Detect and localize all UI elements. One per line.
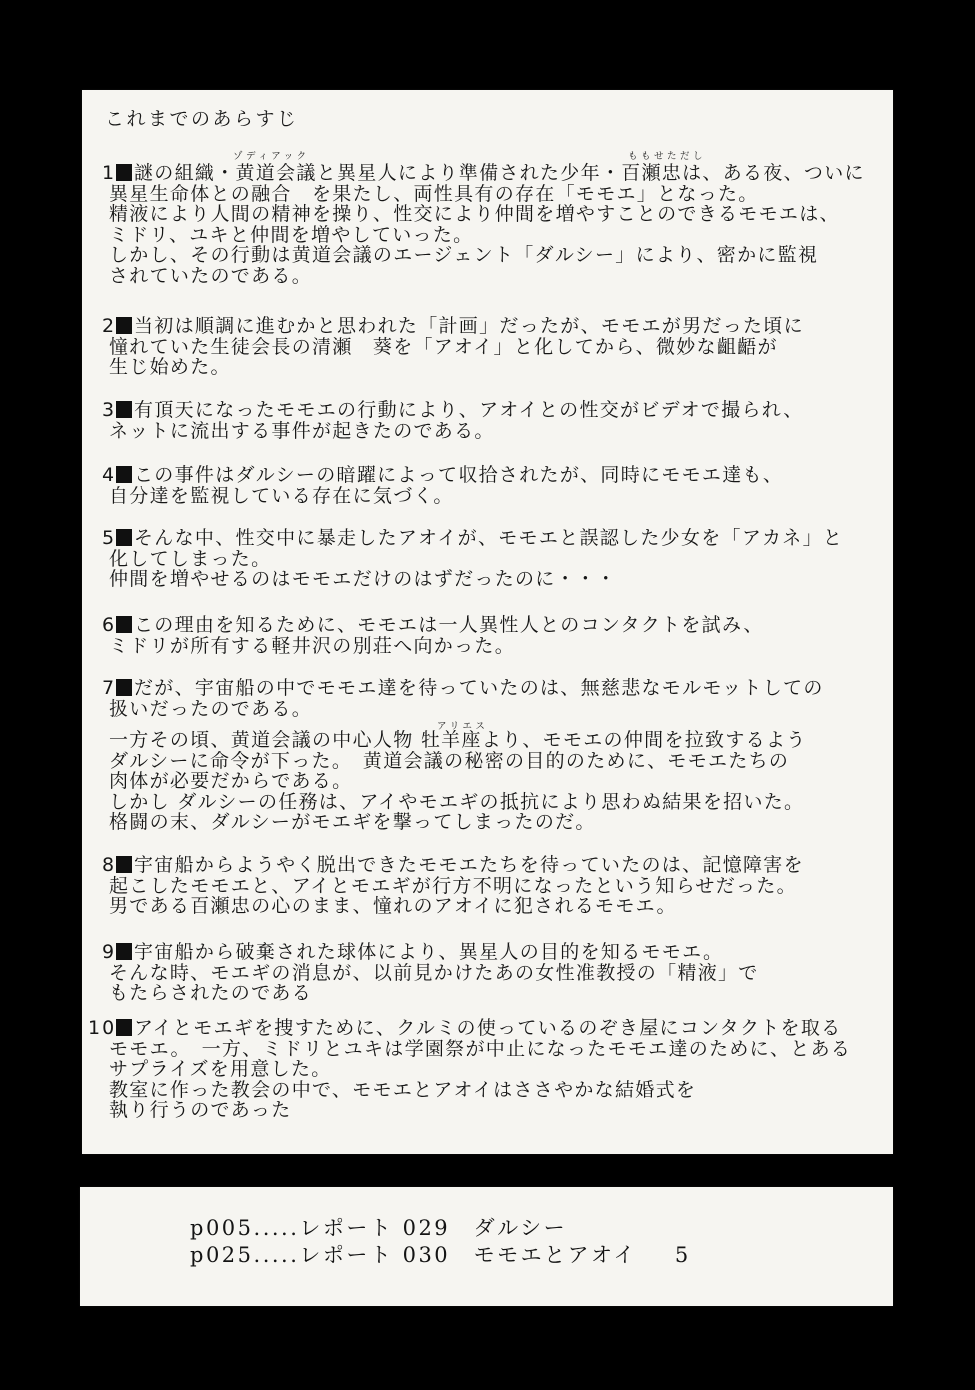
section-text: この事件はダルシーの暗躍によって収拾されたが、同時にモモエ達も、 — [134, 464, 784, 486]
section-line: しかし、その行動は黄道会議のエージェント「ダルシー」により、密かに監視 — [109, 244, 819, 266]
section-text: 謎の組織・黄道会議と異星人により準備された少年・百瀬忠は、ある夜、ついに — [134, 162, 865, 184]
section-line: 憧れていた生徒会長の清瀬 葵を「アオイ」と化してから、微妙な齟齬が — [109, 335, 778, 358]
section-line: 肉体が必要だからである。 — [109, 770, 353, 792]
section-line: 執り行うのであった — [109, 1099, 292, 1121]
section-number: 6 — [102, 614, 115, 636]
section-text: そんな中、性交中に暴走したアオイが、モモエと誤認した少女を「アカネ」と — [134, 527, 844, 549]
section-line — [82, 465, 893, 486]
section-number: 8 — [102, 854, 115, 876]
synopsis-section-3 — [82, 400, 893, 441]
synopsis-section-1 — [82, 151, 893, 287]
page-title: これまでのあらすじ — [105, 108, 299, 130]
section-marker-icon — [116, 1019, 132, 1036]
section-line: しかし ダルシーの任務は、アイやモエギの抵抗により思わぬ結果を招いた。 — [109, 790, 805, 813]
section-line — [82, 615, 893, 636]
section-line: 格闘の末、ダルシーがモエギを撃ってしまったのだ。 — [109, 811, 596, 833]
section-number: 4 — [102, 464, 115, 486]
section-line: モモエ。 一方、ミドリとユキは学園祭が中止になったモモエ達のために、とある — [109, 1037, 852, 1060]
section-line: ミドリが所有する軽井沢の別荘へ向かった。 — [109, 634, 516, 657]
synopsis-panel — [82, 90, 893, 1154]
section-number: 3 — [102, 399, 115, 421]
section-line: 教室に作った教会の中で、モモエとアオイはささやかな結婚式を — [109, 1078, 697, 1101]
section-marker-icon — [116, 317, 132, 334]
section-line — [82, 855, 893, 876]
section-marker-icon — [116, 856, 132, 873]
furigana-aries: アリエス — [437, 721, 489, 732]
synopsis-section-9 — [82, 942, 893, 1004]
section-line: ミドリ、ユキと仲間を増やしていった。 — [109, 223, 474, 246]
section-line: そんな時、モエギの消息が、以前見かけたあの女性准教授の「精液」で — [109, 961, 759, 984]
section-line — [82, 942, 893, 963]
furigana-zodiac: ゾディアック — [233, 151, 310, 162]
section-line — [82, 163, 893, 184]
section-number: 10 — [88, 1017, 117, 1039]
section-text: アイとモエギを捜すために、クルミの使っているのぞき屋にコンタクトを取る — [134, 1017, 842, 1039]
section-marker-icon — [116, 616, 132, 633]
section-line: 扱いだったのである。 — [109, 697, 313, 720]
synopsis-section-4 — [82, 465, 893, 506]
toc-entry: p005.....レポート 029 ダルシー — [190, 1216, 568, 1240]
section-line — [82, 400, 893, 421]
toc-entry — [190, 1242, 691, 1269]
section-line: 精液により人間の精神を操り、性交により仲間を増やすことのできるモモエは、 — [109, 203, 840, 225]
toc-entry-text: p025.....レポート 030 モモエとアオイ — [190, 1243, 637, 1267]
section-number: 2 — [102, 315, 115, 337]
section-text: この理由を知るために、モモエは一人異性人とのコンタクトを試み、 — [134, 614, 764, 636]
section-line — [82, 528, 893, 549]
section-number: 9 — [102, 941, 115, 963]
synopsis-section-8 — [82, 855, 893, 917]
section-line: 自分達を監視している存在に気づく。 — [109, 484, 454, 507]
section-line: されていたのである。 — [109, 264, 313, 287]
synopsis-section-10 — [82, 1018, 893, 1121]
synopsis-section-6 — [82, 615, 893, 656]
section-line: 起こしたモモエと、アイとモエギが行方不明になったという知らせだった。 — [109, 874, 797, 897]
section-text: 有頂天になったモモエの行動により、アオイとの性交がビデオで撮られ、 — [134, 399, 804, 421]
synopsis-section-7 — [82, 678, 893, 833]
synopsis-section-5 — [82, 528, 893, 590]
section-number: 1 — [102, 162, 115, 184]
section-line — [82, 1018, 893, 1039]
section-line: 仲間を増やせるのはモモエだけのはずだったのに・・・ — [109, 568, 617, 590]
section-text: だが、宇宙船の中でモモエ達を待っていたのは、無慈悲なモルモットしての — [134, 677, 824, 699]
section-marker-icon — [116, 466, 132, 483]
toc-page-number: 5 — [674, 1243, 691, 1267]
section-line: 化してしまった。 — [109, 547, 272, 570]
section-line: ネットに流出する事件が起きたのである。 — [109, 419, 495, 442]
section-line — [82, 316, 893, 337]
section-line — [82, 678, 893, 699]
section-marker-icon — [116, 401, 132, 418]
section-line: 一方その頃、黄道会議の中心人物 牡羊座より、モモエの仲間を拉致するよう — [109, 729, 807, 751]
section-number: 7 — [102, 677, 115, 699]
section-line: 生じ始めた。 — [109, 356, 231, 378]
section-line: 異星生命体との融合 を果たし、両性具有の存在「モモエ」となった。 — [109, 182, 759, 205]
section-marker-icon — [116, 164, 132, 181]
section-line: 男である百瀬忠の心のまま、憧れのアオイに犯されるモモエ。 — [109, 895, 677, 917]
section-line: ダルシーに命令が下った。 黄道会議の秘密の目的のために、モモエたちの — [109, 749, 790, 772]
section-text: 宇宙船からようやく脱出できたモモエたちを待っていたのは、記憶障害を — [134, 854, 804, 876]
section-line: もたらされたのである — [109, 982, 313, 1004]
toc-panel — [80, 1187, 893, 1306]
section-text: 当初は順調に進むかと思われた「計画」だったが、モモエが男だった頃に — [134, 315, 804, 337]
section-text: 宇宙船から破棄された球体により、異星人の目的を知るモモエ。 — [134, 941, 724, 963]
section-marker-icon — [116, 529, 132, 546]
section-line: サプライズを用意した。 — [109, 1058, 332, 1080]
furigana-momose-tadashi: ももせただし — [628, 151, 707, 162]
synopsis-section-2 — [82, 316, 893, 378]
section-number: 5 — [102, 527, 115, 549]
section-marker-icon — [116, 943, 132, 960]
section-marker-icon — [116, 679, 132, 696]
